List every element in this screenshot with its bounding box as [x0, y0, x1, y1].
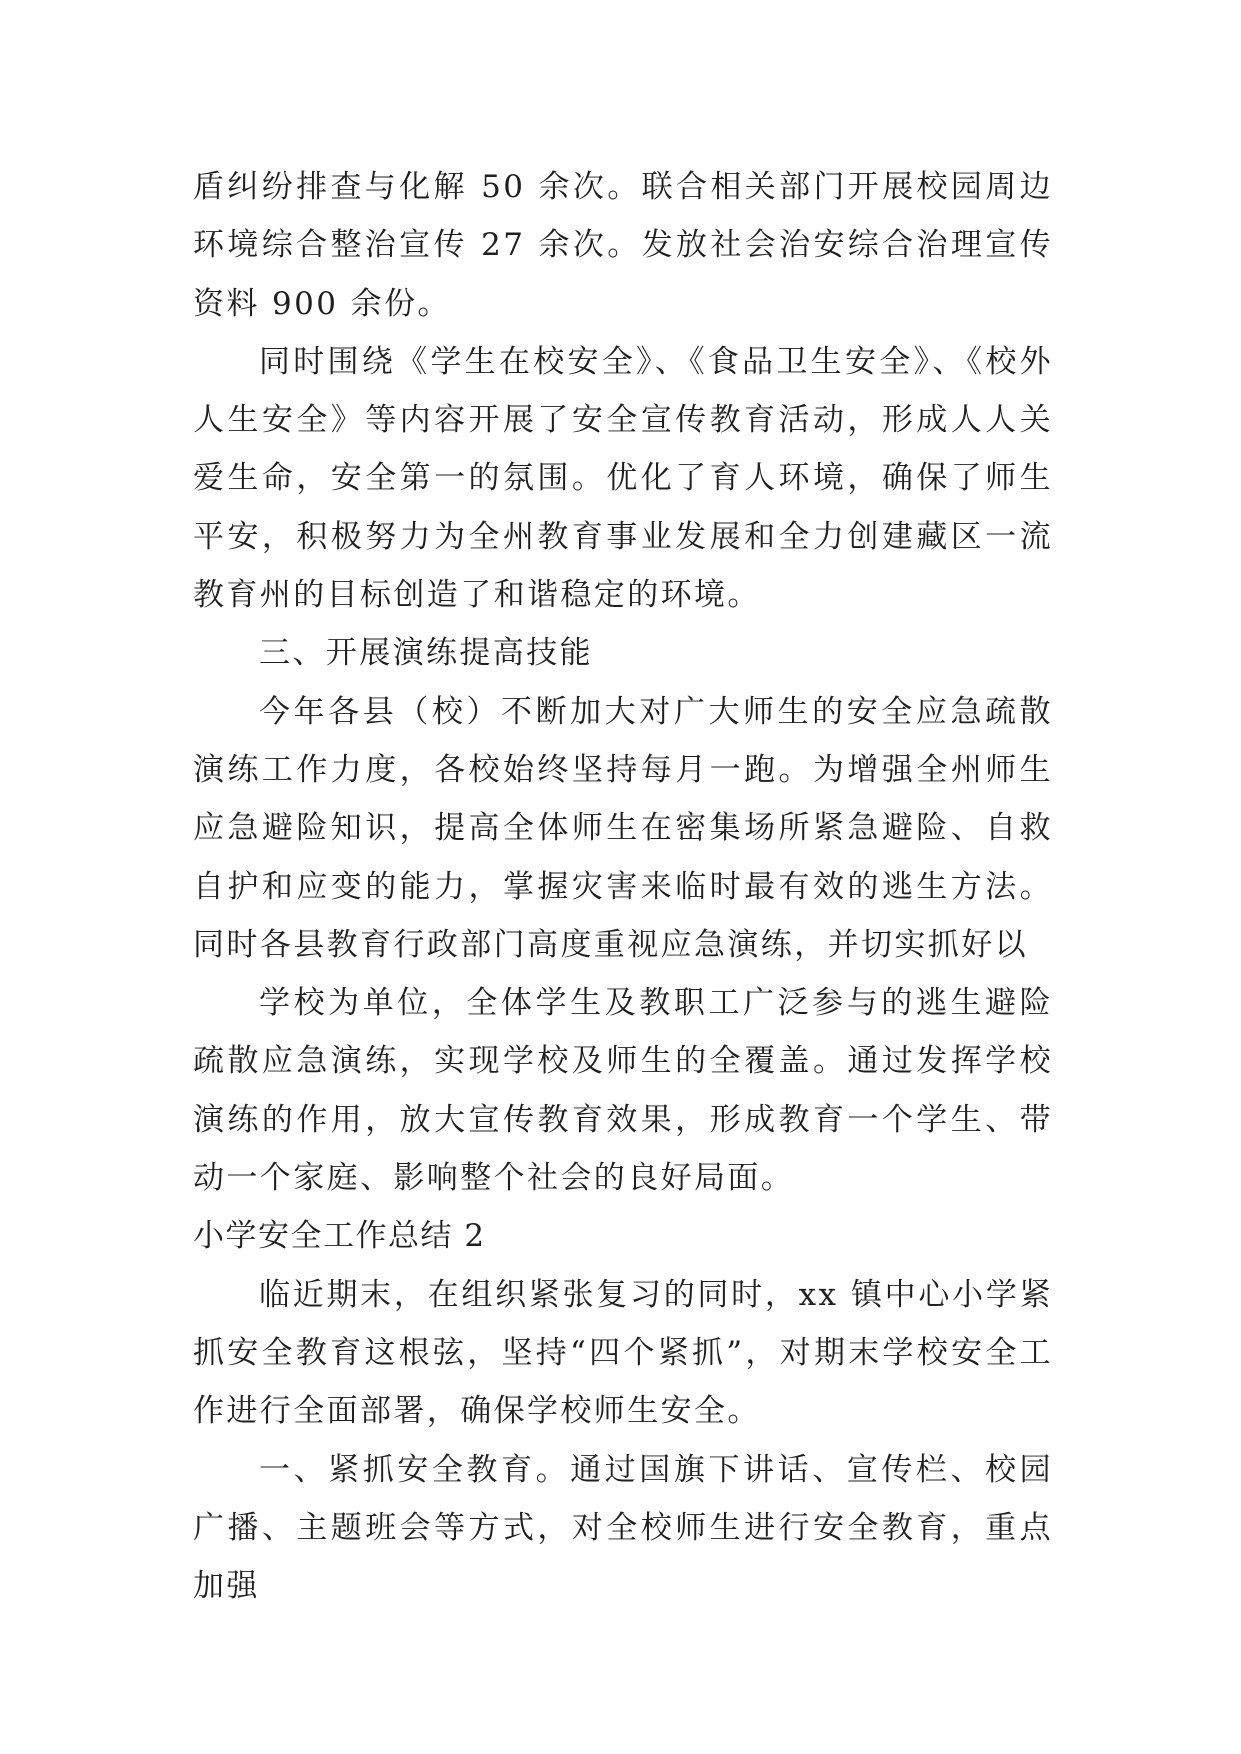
paragraph-evacuation-drills: 今年各县（校）不断加大对广大师生的安全应急疏散演练工作力度，各校始终坚持每月一跑。为增强全州师生应急避险知识，提高全体师生在密集场所紧急避险、自救自护和应变的能力，掌握灾害来临时最有效的逃生方法。同时各县教育行政部门高度重视应急演练，并切实抓好以 — [193, 693, 1053, 963]
paragraph-end-of-term: 临近期末，在组织紧张复习的同时，xx 镇中心小学紧抓安全教育这根弦，坚持“四个紧抓”，对期末学校安全工作进行全面部署，确保学校师生安全。 — [193, 1276, 1053, 1430]
paragraph-continuation: 盾纠纷排查与化解 50 余次。联合相关部门开展校园周边环境综合整治宣传 27 余次。发放社会治安综合治理宣传资料 900 余份。 — [193, 169, 1053, 322]
document-body — [193, 158, 1053, 1615]
paragraph-school-drills: 学校为单位，全体学生及教职工广泛参与的逃生避险疏散应急演练，实现学校及师生的全覆盖。通过发挥学校演练的作用，放大宣传教育效果，形成教育一个学生、带动一个家庭、影响整个社会的良好局面。 — [193, 985, 1053, 1197]
paragraph-safety-publicity: 同时围绕《学生在校安全》、《食品卫生安全》、《校外人生安全》等内容开展了安全宣传教育活动，形成人人关爱生命，安全第一的氛围。优化了育人环境，确保了师生平安，积极努力为全州教育事业发展和全力创建藏区一流教育州的目标创造了和谐稳定的环境。 — [193, 343, 1053, 614]
paragraph-safety-education: 一、紧抓安全教育。通过国旗下讲话、宣传栏、校园广播、主题班会等方式，对全校师生进行安全教育，重点加强 — [193, 1451, 1053, 1605]
document-subtitle: 小学安全工作总结 2 — [193, 1218, 486, 1255]
section-heading-drills: 三、开展演练提高技能 — [259, 635, 593, 672]
